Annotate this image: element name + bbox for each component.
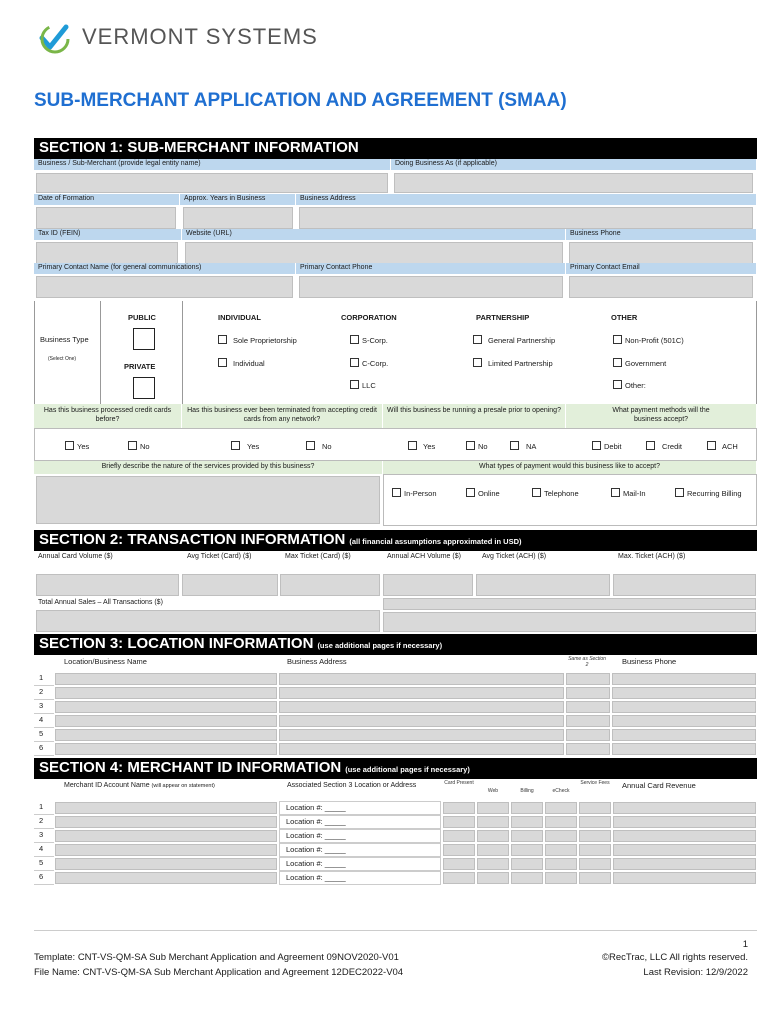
annual-ach-input[interactable] <box>383 574 473 596</box>
business-phone-input[interactable] <box>612 673 756 685</box>
checkbox[interactable] <box>350 335 359 344</box>
private-checkbox[interactable] <box>133 377 155 399</box>
row-number: 1 <box>34 801 54 815</box>
same-as-section-2-checkbox[interactable] <box>566 687 610 699</box>
label-business-name: Business / Sub-Merchant (provide legal entity name) <box>34 159 391 170</box>
checkbox[interactable] <box>392 488 401 497</box>
col-associated-location: Associated Section 3 Location or Address <box>287 782 417 789</box>
checkbox[interactable] <box>65 441 74 450</box>
q2-yes[interactable] <box>231 441 259 452</box>
col-web: Web <box>487 788 499 794</box>
col-merchant-id <box>60 781 275 791</box>
question-presale: Will this business be running a presale prior to opening? <box>383 404 566 428</box>
payment-type-cell[interactable] <box>477 802 509 814</box>
location-name-input[interactable] <box>55 729 277 741</box>
question-payment-methods: What payment methods will the business accept? <box>566 404 757 428</box>
q4-debit[interactable] <box>592 441 622 452</box>
payment-types-box <box>383 474 757 526</box>
checkbox[interactable] <box>466 488 475 497</box>
col-billing: Billing <box>520 788 534 794</box>
footer-divider <box>34 930 757 931</box>
payment-type-cell[interactable] <box>545 872 577 884</box>
dba-input[interactable] <box>394 173 753 193</box>
merchant-id-account-input[interactable] <box>55 816 277 828</box>
business-address-input[interactable] <box>279 715 564 727</box>
private-label: PRIVATE <box>124 362 156 371</box>
checkbox[interactable] <box>231 441 240 450</box>
option-label: No <box>322 442 332 451</box>
annual-card-input[interactable] <box>36 574 179 596</box>
payment-type-cell[interactable] <box>477 816 509 828</box>
avg-card-input[interactable] <box>182 574 278 596</box>
row-number: 2 <box>34 686 54 700</box>
location-number-field[interactable]: Location #: _____ <box>279 871 441 885</box>
row-number: 4 <box>34 843 54 857</box>
checkbox[interactable] <box>350 358 359 367</box>
row-number: 6 <box>34 871 54 885</box>
checkbox[interactable] <box>306 441 315 450</box>
business-address-input[interactable] <box>279 687 564 699</box>
row-number: 5 <box>34 728 54 742</box>
option-label: Yes <box>423 442 436 451</box>
payment-type-cell[interactable] <box>545 802 577 814</box>
col-business-address: Business Address <box>287 657 347 666</box>
option-other[interactable] <box>613 380 646 391</box>
option-label: NA <box>526 442 537 451</box>
section-2-header <box>34 530 757 551</box>
location-name-input[interactable] <box>55 673 277 685</box>
label-date-formation: Date of Formation <box>34 194 180 205</box>
question-payment-types: What types of payment would this business like to accept? <box>383 461 757 474</box>
row-number: 2 <box>34 815 54 829</box>
merchant-id-account-input[interactable] <box>55 872 277 884</box>
option-label: In-Person <box>404 489 437 498</box>
same-as-section-2-checkbox[interactable] <box>566 673 610 685</box>
label-avg-card: Avg Ticket (Card) ($) <box>187 553 252 560</box>
q3-na[interactable] <box>510 441 536 452</box>
option-label: Government <box>625 359 667 368</box>
checkbox[interactable] <box>611 488 620 497</box>
total-sales-input[interactable] <box>36 610 380 632</box>
date-formation-input[interactable] <box>36 207 176 229</box>
divider <box>100 301 101 404</box>
option-label: No <box>140 442 150 451</box>
same-as-section-2-checkbox[interactable] <box>566 743 610 755</box>
payment-type-cell[interactable] <box>545 830 577 842</box>
payment-type-cell[interactable] <box>443 872 475 884</box>
public-label: PUBLIC <box>128 313 156 322</box>
option-non-profit[interactable] <box>613 335 684 346</box>
option-llc[interactable] <box>350 380 376 391</box>
label-contact-phone: Primary Contact Phone <box>296 263 566 274</box>
contact-phone-input[interactable] <box>299 276 563 298</box>
divider <box>182 301 183 404</box>
q4-ach[interactable] <box>707 441 738 452</box>
pay-online[interactable] <box>466 488 500 499</box>
option-label: Recurring Billing <box>687 489 742 498</box>
section-3-note: (use additional pages if necessary) <box>317 641 443 650</box>
section-2-filler <box>383 598 756 610</box>
row-number: 5 <box>34 857 54 871</box>
option-government[interactable] <box>613 358 666 369</box>
row-number: 6 <box>34 742 54 756</box>
merchant-id-account-input[interactable] <box>55 844 277 856</box>
option-label: LLC <box>362 381 376 390</box>
annual-revenue-input[interactable] <box>613 872 756 884</box>
max-ach-input[interactable] <box>613 574 756 596</box>
tax-id-input[interactable] <box>36 242 178 264</box>
payment-type-cell[interactable] <box>511 844 543 856</box>
business-type-label: Business Type <box>40 335 89 344</box>
page-title: SUB-MERCHANT APPLICATION AND AGREEMENT (SMAA) <box>34 90 567 111</box>
pay-telephone[interactable] <box>532 488 579 499</box>
checkbox[interactable] <box>510 441 519 450</box>
merchant-id-account-input[interactable] <box>55 802 277 814</box>
option-label: Other: <box>625 381 646 390</box>
option-label: No <box>478 442 488 451</box>
check-logo-icon <box>38 22 72 54</box>
question-terminated: Has this business ever been terminated from accepting credit cards from any network? <box>182 404 383 428</box>
section-4-header <box>34 758 757 779</box>
payment-type-cell[interactable] <box>579 858 611 870</box>
business-address-input[interactable] <box>279 729 564 741</box>
checkbox[interactable] <box>592 441 601 450</box>
option-c-corp[interactable] <box>350 358 388 369</box>
col-merchant-id-note: (will appear on statement) <box>151 783 215 789</box>
q1-yes[interactable] <box>65 441 89 452</box>
q3-no[interactable] <box>466 441 488 452</box>
phone-input[interactable] <box>569 242 753 264</box>
col-same-as-section-2: Same as Section 2 <box>568 656 606 668</box>
section-4-note: (use additional pages if necessary) <box>345 765 470 774</box>
payment-type-cell[interactable] <box>511 858 543 870</box>
footer-template: Template: CNT-VS-QM-SA Sub Merchant Application and Agreement 09NOV2020-V01 <box>34 952 399 963</box>
checkbox[interactable] <box>350 380 359 389</box>
location-name-input[interactable] <box>55 743 277 755</box>
option-label: Mail-In <box>623 489 646 498</box>
payment-type-cell[interactable] <box>443 802 475 814</box>
footer-copyright: ©RecTrac, LLC All rights reserved. <box>601 952 748 963</box>
col-location-name: Location/Business Name <box>64 657 147 666</box>
public-checkbox[interactable] <box>133 328 155 350</box>
option-label: Debit <box>604 442 622 451</box>
payment-type-cell[interactable] <box>477 830 509 842</box>
payment-type-cell[interactable] <box>511 802 543 814</box>
annual-revenue-input[interactable] <box>613 858 756 870</box>
avg-ach-input[interactable] <box>476 574 610 596</box>
option-individual[interactable] <box>218 358 265 369</box>
checkbox[interactable] <box>466 441 475 450</box>
payment-type-cell[interactable] <box>579 802 611 814</box>
merchant-id-account-input[interactable] <box>55 858 277 870</box>
footer-revision: Last Revision: 12/9/2022 <box>643 967 748 978</box>
checkbox[interactable] <box>646 441 655 450</box>
business-phone-input[interactable] <box>612 729 756 741</box>
payment-type-cell[interactable] <box>579 830 611 842</box>
checkbox[interactable] <box>613 335 622 344</box>
payment-type-cell[interactable] <box>477 858 509 870</box>
option-limited-partnership[interactable] <box>473 358 553 369</box>
option-s-corp[interactable] <box>350 335 388 346</box>
individual-heading: INDIVIDUAL <box>218 313 261 322</box>
location-number-field[interactable]: Location #: _____ <box>279 829 441 843</box>
footer-page-number: 1 <box>742 939 748 950</box>
payment-type-cell[interactable] <box>511 872 543 884</box>
col-annual-revenue: Annual Card Revenue <box>622 781 696 790</box>
partnership-heading: PARTNERSHIP <box>476 313 530 322</box>
payment-type-cell[interactable] <box>443 816 475 828</box>
label-contact-name: Primary Contact Name (for general communications) <box>34 263 296 274</box>
max-card-input[interactable] <box>280 574 380 596</box>
option-label: Individual <box>233 359 265 368</box>
section-3-title: SECTION 3: LOCATION INFORMATION <box>39 635 314 652</box>
business-address-input[interactable] <box>279 673 564 685</box>
checkbox[interactable] <box>473 335 482 344</box>
section-2-note: (all financial assumptions approximated in USD) <box>349 537 522 546</box>
pay-recurring[interactable] <box>675 488 742 499</box>
payment-type-cell[interactable] <box>443 858 475 870</box>
annual-revenue-input[interactable] <box>613 802 756 814</box>
payment-type-cell[interactable] <box>477 872 509 884</box>
label-tax-id: Tax ID (FEIN) <box>34 229 182 240</box>
label-phone: Business Phone <box>566 229 757 240</box>
option-label: Credit <box>662 442 683 451</box>
business-name-input[interactable] <box>36 173 388 193</box>
services-description-input[interactable] <box>36 476 380 524</box>
row-number: 4 <box>34 714 54 728</box>
location-number-field[interactable]: Location #: _____ <box>279 843 441 857</box>
vermont-systems-logo <box>38 22 318 54</box>
label-max-card: Max Ticket (Card) ($) <box>285 553 351 560</box>
question-processed-cards: Has this business processed credit cards before? <box>34 404 182 428</box>
payment-type-cell[interactable] <box>545 844 577 856</box>
label-max-ach: Max. Ticket (ACH) ($) <box>618 553 686 560</box>
payment-type-cell[interactable] <box>511 816 543 828</box>
section-4-title: SECTION 4: MERCHANT ID INFORMATION <box>39 759 342 776</box>
location-name-input[interactable] <box>55 687 277 699</box>
label-annual-card: Annual Card Volume ($) <box>38 553 113 560</box>
checkbox[interactable] <box>675 488 684 497</box>
location-number-field[interactable]: Location #: _____ <box>279 815 441 829</box>
col-business-phone: Business Phone <box>622 657 677 666</box>
same-as-section-2-checkbox[interactable] <box>566 729 610 741</box>
business-phone-input[interactable] <box>612 701 756 713</box>
option-label: C-Corp. <box>362 359 389 368</box>
location-name-input[interactable] <box>55 701 277 713</box>
payment-type-cell[interactable] <box>443 830 475 842</box>
option-general-partnership[interactable] <box>473 335 555 346</box>
option-label: S-Corp. <box>362 336 388 345</box>
business-phone-input[interactable] <box>612 743 756 755</box>
section-2-title: SECTION 2: TRANSACTION INFORMATION <box>39 531 346 548</box>
pay-mail-in[interactable] <box>611 488 646 499</box>
payment-type-cell[interactable] <box>579 816 611 828</box>
business-phone-input[interactable] <box>612 715 756 727</box>
row-number: 1 <box>34 672 54 686</box>
label-annual-ach: Annual ACH Volume ($) <box>387 553 461 560</box>
option-label: General Partnership <box>488 336 556 345</box>
checkbox[interactable] <box>408 441 417 450</box>
label-address: Business Address <box>296 194 757 205</box>
location-name-input[interactable] <box>55 715 277 727</box>
question-services: Briefly describe the nature of the services provided by this business? <box>34 461 383 474</box>
option-label: Yes <box>247 442 260 451</box>
location-number-field[interactable]: Location #: _____ <box>279 857 441 871</box>
annual-revenue-input[interactable] <box>613 816 756 828</box>
option-label: ACH <box>722 442 738 451</box>
col-echeck: eCheck <box>552 788 570 794</box>
merchant-id-account-input[interactable] <box>55 830 277 842</box>
years-input[interactable] <box>183 207 293 229</box>
address-input[interactable] <box>299 207 753 229</box>
section-3-header <box>34 634 757 655</box>
q4-credit[interactable] <box>646 441 682 452</box>
section-1-header <box>34 138 757 159</box>
payment-type-cell[interactable] <box>579 844 611 856</box>
label-years: Approx. Years in Business <box>180 194 296 205</box>
website-input[interactable] <box>185 242 563 264</box>
option-label: Yes <box>77 442 90 451</box>
checkbox[interactable] <box>473 358 482 367</box>
col-card-present: Card Present <box>444 780 474 786</box>
checkbox[interactable] <box>707 441 716 450</box>
label-contact-email: Primary Contact Email <box>566 263 757 274</box>
label-website: Website (URL) <box>182 229 566 240</box>
option-label: Online <box>478 489 500 498</box>
checkbox[interactable] <box>128 441 137 450</box>
section-2-filler <box>383 612 756 632</box>
corporation-heading: CORPORATION <box>341 313 397 322</box>
payment-type-cell[interactable] <box>545 858 577 870</box>
option-label: Sole Proprietorship <box>233 336 297 345</box>
brand-name: VERMONT SYSTEMS <box>82 24 318 49</box>
contact-email-input[interactable] <box>569 276 753 298</box>
footer-file-name: File Name: CNT-VS-QM-SA Sub Merchant Application and Agreement 12DEC2022-V04 <box>34 967 404 978</box>
row-number: 3 <box>34 700 54 714</box>
option-label: Non-Profit (501C) <box>625 336 684 345</box>
annual-revenue-input[interactable] <box>613 844 756 856</box>
option-label: Telephone <box>544 489 579 498</box>
col-merchant-id-label: Merchant ID Account Name <box>64 782 150 789</box>
checkbox[interactable] <box>218 335 227 344</box>
section-1-title: SECTION 1: SUB-MERCHANT INFORMATION <box>39 139 359 156</box>
label-dba: Doing Business As (if applicable) <box>391 159 757 170</box>
checkbox[interactable] <box>532 488 541 497</box>
business-address-input[interactable] <box>279 701 564 713</box>
option-sole-proprietorship[interactable] <box>218 335 297 346</box>
business-type-hint: (Select One) <box>48 356 77 362</box>
annual-revenue-input[interactable] <box>613 830 756 842</box>
business-address-input[interactable] <box>279 743 564 755</box>
payment-type-cell[interactable] <box>545 816 577 828</box>
location-number-field[interactable]: Location #: _____ <box>279 801 441 815</box>
same-as-section-2-checkbox[interactable] <box>566 701 610 713</box>
q1-no[interactable] <box>128 441 150 452</box>
payment-type-cell[interactable] <box>511 830 543 842</box>
payment-type-cell[interactable] <box>579 872 611 884</box>
q3-yes[interactable] <box>408 441 435 452</box>
payment-type-cell[interactable] <box>477 844 509 856</box>
row-number: 3 <box>34 829 54 843</box>
business-phone-input[interactable] <box>612 687 756 699</box>
contact-name-input[interactable] <box>36 276 293 298</box>
pay-in-person[interactable] <box>392 488 437 499</box>
q2-no[interactable] <box>306 441 332 452</box>
checkbox[interactable] <box>613 380 622 389</box>
col-service-fees: Service Fees <box>580 780 610 786</box>
option-label: Limited Partnership <box>488 359 553 368</box>
label-total-sales: Total Annual Sales – All Transactions ($) <box>38 599 163 606</box>
label-avg-ach: Avg Ticket (ACH) ($) <box>482 553 547 560</box>
same-as-section-2-checkbox[interactable] <box>566 715 610 727</box>
checkbox[interactable] <box>613 358 622 367</box>
checkbox[interactable] <box>218 358 227 367</box>
payment-type-cell[interactable] <box>443 844 475 856</box>
other-heading: OTHER <box>611 313 638 322</box>
